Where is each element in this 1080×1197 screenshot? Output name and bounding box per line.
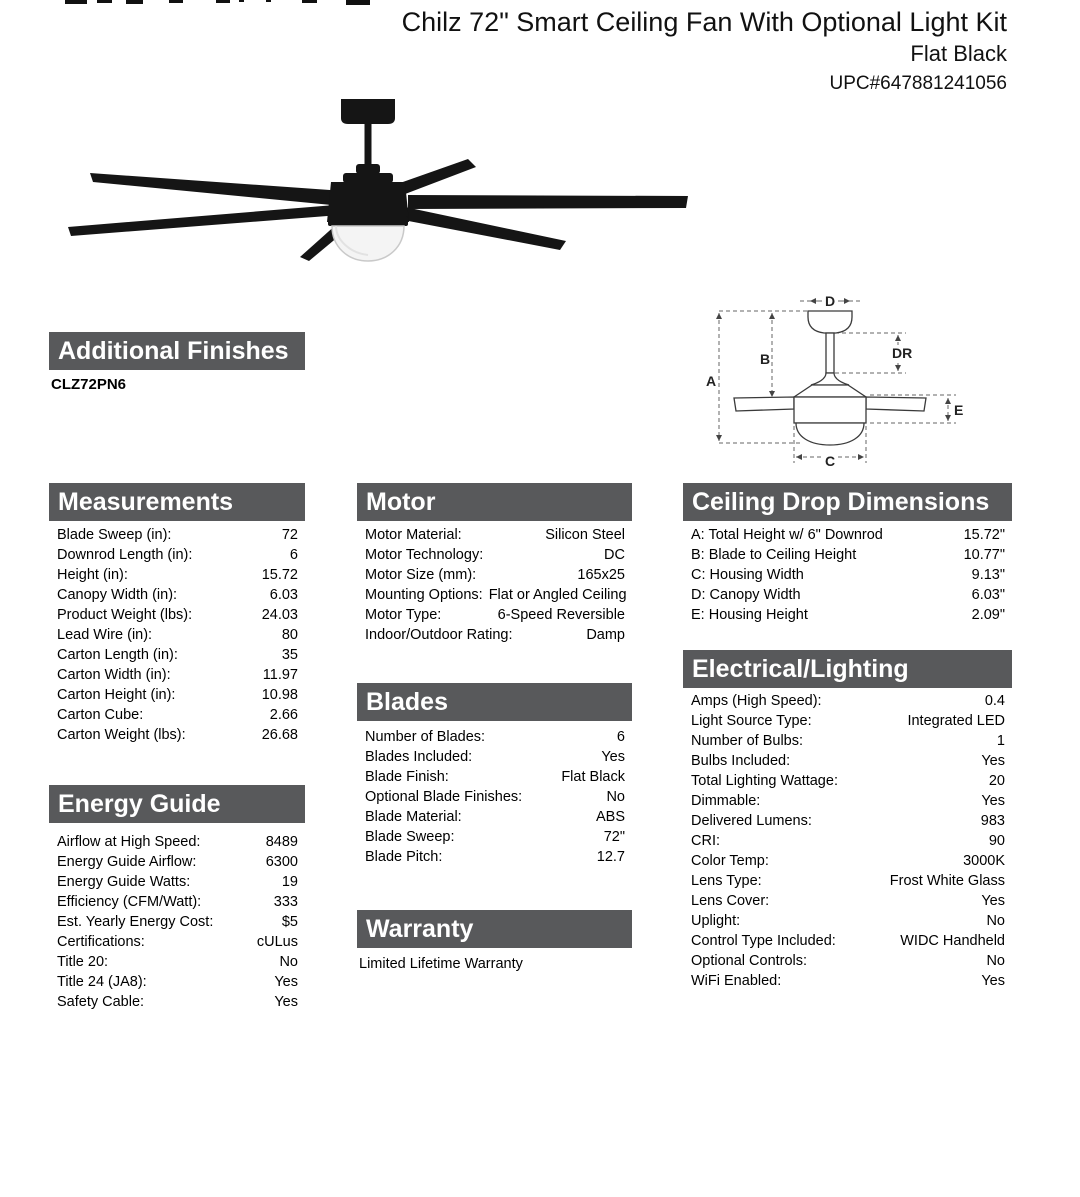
spec-label: Number of Bulbs: — [691, 733, 804, 749]
spec-row — [357, 827, 632, 847]
spec-row — [49, 525, 305, 545]
spec-label: Blade Finish: — [365, 769, 449, 785]
spec-label: Title 20: — [57, 954, 109, 970]
spec-label: Energy Guide Airflow: — [57, 854, 197, 870]
spec-label: Number of Blades: — [365, 729, 486, 745]
spec-label: Title 24 (JA8): — [57, 974, 147, 990]
warranty-text: Limited Lifetime Warranty — [359, 956, 523, 972]
spec-value: WIDC Handheld — [900, 933, 1005, 949]
spec-label: Height (in): — [57, 567, 128, 583]
spec-row — [49, 685, 305, 705]
spec-label: Lead Wire (in): — [57, 627, 153, 643]
spec-label: Blade Pitch: — [365, 849, 443, 865]
spec-label: Carton Weight (lbs): — [57, 727, 186, 743]
spec-value: 15.72 — [261, 567, 298, 583]
spec-value: 10.77" — [963, 547, 1005, 563]
spec-row — [357, 807, 632, 827]
section-electrical-lighting — [683, 650, 1012, 991]
spec-value: 35 — [281, 647, 298, 663]
spec-row — [49, 665, 305, 685]
spec-row — [49, 972, 305, 992]
spec-row — [683, 731, 1012, 751]
spec-value: No — [606, 789, 625, 805]
spec-row — [49, 832, 305, 852]
spec-value: 6.03" — [971, 587, 1005, 603]
spec-row — [683, 545, 1012, 565]
spec-value: Yes — [601, 749, 625, 765]
upc-code: UPC#647881241056 — [829, 73, 1007, 94]
spec-label: Efficiency (CFM/Watt): — [57, 894, 202, 910]
measurements-rows — [49, 525, 305, 745]
spec-label: WiFi Enabled: — [691, 973, 782, 989]
spec-value: 8489 — [265, 834, 298, 850]
spec-row — [49, 545, 305, 565]
spec-row — [683, 791, 1012, 811]
spec-label: C: Housing Width — [691, 567, 804, 583]
spec-label: Mounting Options: — [365, 587, 483, 603]
dim-label-c: C — [825, 453, 836, 469]
spec-label: Amps (High Speed): — [691, 693, 822, 709]
spec-label: Indoor/Outdoor Rating: — [365, 627, 513, 643]
spec-row — [683, 525, 1012, 545]
spec-row — [357, 747, 632, 767]
spec-value: 1 — [996, 733, 1005, 749]
spec-row — [683, 605, 1012, 625]
dim-label-b: B — [760, 351, 771, 367]
spec-row — [683, 831, 1012, 851]
spec-value: 15.72" — [963, 527, 1005, 543]
section-header: Additional Finishes — [49, 332, 305, 370]
spec-row — [49, 725, 305, 745]
spec-label: Airflow at High Speed: — [57, 834, 201, 850]
spec-value: 6 — [289, 547, 298, 563]
spec-label: Certifications: — [57, 934, 145, 950]
spec-label: Optional Blade Finishes: — [365, 789, 523, 805]
spec-value: 24.03 — [261, 607, 298, 623]
spec-row — [49, 705, 305, 725]
electrical-rows — [683, 691, 1012, 991]
spec-label: Motor Material: — [365, 527, 462, 543]
spec-label: D: Canopy Width — [691, 587, 801, 603]
spec-row — [357, 605, 632, 625]
section-additional-finishes — [49, 332, 305, 393]
spec-value: No — [986, 913, 1005, 929]
section-header: Electrical/Lighting — [683, 650, 1012, 688]
spec-value: Integrated LED — [907, 713, 1005, 729]
spec-row — [683, 565, 1012, 585]
spec-row — [683, 811, 1012, 831]
spec-value: 20 — [988, 773, 1005, 789]
spec-label: Blade Sweep (in): — [57, 527, 172, 543]
spec-label: Blades Included: — [365, 749, 473, 765]
spec-row — [683, 851, 1012, 871]
spec-value: Damp — [586, 627, 625, 643]
section-header: Measurements — [49, 483, 305, 521]
spec-value: 10.98 — [261, 687, 298, 703]
spec-label: Color Temp: — [691, 853, 769, 869]
spec-row — [357, 625, 632, 645]
spec-value: 11.97 — [262, 667, 298, 683]
spec-label: Delivered Lumens: — [691, 813, 812, 829]
spec-value: $5 — [281, 914, 298, 930]
spec-row — [683, 871, 1012, 891]
spec-row — [49, 852, 305, 872]
spec-label: Carton Width (in): — [57, 667, 171, 683]
spec-value: Yes — [981, 793, 1005, 809]
spec-label: B: Blade to Ceiling Height — [691, 547, 857, 563]
spec-value: Silicon Steel — [545, 527, 625, 543]
spec-label: Control Type Included: — [691, 933, 836, 949]
spec-value: Yes — [981, 973, 1005, 989]
title-block — [402, 6, 1007, 98]
spec-row — [49, 932, 305, 952]
spec-row — [49, 952, 305, 972]
spec-row — [683, 691, 1012, 711]
spec-row — [49, 585, 305, 605]
spec-label: Carton Height (in): — [57, 687, 176, 703]
spec-value: 72" — [603, 829, 625, 845]
spec-label: Optional Controls: — [691, 953, 808, 969]
motor-rows — [357, 525, 632, 645]
section-warranty — [357, 910, 632, 972]
spec-value: 12.7 — [596, 849, 625, 865]
section-measurements — [49, 483, 305, 745]
spec-value: Yes — [981, 893, 1005, 909]
spec-label: Bulbs Included: — [691, 753, 791, 769]
spec-label: Lens Cover: — [691, 893, 770, 909]
energy-guide-rows — [49, 832, 305, 1012]
spec-label: Canopy Width (in): — [57, 587, 178, 603]
spec-row — [49, 645, 305, 665]
spec-label: Energy Guide Watts: — [57, 874, 191, 890]
spec-row — [683, 951, 1012, 971]
spec-value: 2.09" — [971, 607, 1005, 623]
spec-label: Product Weight (lbs): — [57, 607, 193, 623]
spec-value: No — [986, 953, 1005, 969]
spec-row — [357, 847, 632, 867]
spec-row — [683, 751, 1012, 771]
spec-value: Yes — [274, 974, 298, 990]
product-image-fan — [60, 90, 700, 265]
spec-value: Flat Black — [561, 769, 625, 785]
spec-value: 0.4 — [984, 693, 1005, 709]
spec-row — [683, 971, 1012, 991]
spec-row — [49, 912, 305, 932]
spec-value: 983 — [980, 813, 1005, 829]
spec-label: Dimmable: — [691, 793, 761, 809]
spec-label: Motor Size (mm): — [365, 567, 477, 583]
spec-label: E: Housing Height — [691, 607, 808, 623]
spec-value: 6.03 — [269, 587, 298, 603]
spec-label: Total Lighting Wattage: — [691, 773, 838, 789]
spec-row — [357, 545, 632, 565]
dim-label-d: D — [825, 293, 836, 309]
spec-label: Est. Yearly Energy Cost: — [57, 914, 214, 930]
spec-value: Yes — [981, 753, 1005, 769]
spec-value: 3000K — [963, 853, 1005, 869]
spec-value: 90 — [988, 833, 1005, 849]
finish-name: Flat Black — [910, 41, 1007, 66]
spec-label: Uplight: — [691, 913, 741, 929]
dim-label-e: E — [954, 402, 964, 418]
spec-label: Lens Type: — [691, 873, 762, 889]
dimension-diagram — [690, 285, 1020, 477]
section-header: Ceiling Drop Dimensions — [683, 483, 1012, 521]
spec-row — [683, 931, 1012, 951]
spec-value: Flat or Angled Ceiling — [488, 587, 627, 603]
spec-value: 333 — [273, 894, 298, 910]
spec-row — [49, 892, 305, 912]
section-header: Energy Guide — [49, 785, 305, 823]
spec-value: 72 — [281, 527, 298, 543]
section-header: Warranty — [357, 910, 632, 948]
spec-value: 9.13" — [971, 567, 1005, 583]
spec-value: 80 — [281, 627, 298, 643]
spec-row — [683, 891, 1012, 911]
blades-rows — [357, 727, 632, 867]
spec-label: Downrod Length (in): — [57, 547, 193, 563]
spec-label: Safety Cable: — [57, 994, 145, 1010]
spec-row — [357, 727, 632, 747]
spec-value: 19 — [281, 874, 298, 890]
spec-label: Motor Technology: — [365, 547, 484, 563]
spec-value: No — [279, 954, 298, 970]
spec-row — [357, 565, 632, 585]
spec-row — [357, 787, 632, 807]
spec-label: Blade Sweep: — [365, 829, 455, 845]
spec-row — [357, 585, 632, 605]
spec-value: 6300 — [265, 854, 298, 870]
dim-label-a: A — [706, 373, 717, 389]
section-header: Blades — [357, 683, 632, 721]
spec-row — [683, 911, 1012, 931]
spec-value: 165x25 — [577, 567, 625, 583]
spec-label: Light Source Type: — [691, 713, 812, 729]
spec-row — [683, 585, 1012, 605]
spec-label: Motor Type: — [365, 607, 442, 623]
spec-label: Carton Cube: — [57, 707, 144, 723]
spec-value: Yes — [274, 994, 298, 1010]
spec-value: cULus — [256, 934, 298, 950]
section-blades — [357, 683, 632, 867]
spec-row — [357, 767, 632, 787]
spec-row — [683, 771, 1012, 791]
spec-row — [49, 605, 305, 625]
spec-label: A: Total Height w/ 6" Downrod — [691, 527, 883, 543]
ceiling-drop-rows — [683, 525, 1012, 625]
section-ceiling-drop-dimensions — [683, 483, 1012, 625]
page-title: Chilz 72" Smart Ceiling Fan With Optional Light Kit — [401, 7, 1007, 37]
spec-value: 6 — [616, 729, 625, 745]
spec-value: DC — [604, 547, 625, 563]
spec-row — [49, 992, 305, 1012]
spec-label: Carton Length (in): — [57, 647, 178, 663]
finish-model-code: CLZ72PN6 — [51, 376, 127, 393]
spec-value: 2.66 — [269, 707, 298, 723]
spec-value: Frost White Glass — [889, 873, 1005, 889]
section-energy-guide — [49, 785, 305, 1012]
spec-row — [49, 565, 305, 585]
spec-value: ABS — [595, 809, 625, 825]
spec-label: CRI: — [691, 833, 720, 849]
spec-value: 26.68 — [261, 727, 298, 743]
dim-label-dr: DR — [892, 345, 913, 361]
spec-row — [357, 525, 632, 545]
spec-row — [683, 711, 1012, 731]
spec-row — [49, 625, 305, 645]
spec-value: 6-Speed Reversible — [497, 607, 625, 623]
spec-row — [49, 872, 305, 892]
section-motor — [357, 483, 632, 645]
section-header: Motor — [357, 483, 632, 521]
spec-label: Blade Material: — [365, 809, 462, 825]
